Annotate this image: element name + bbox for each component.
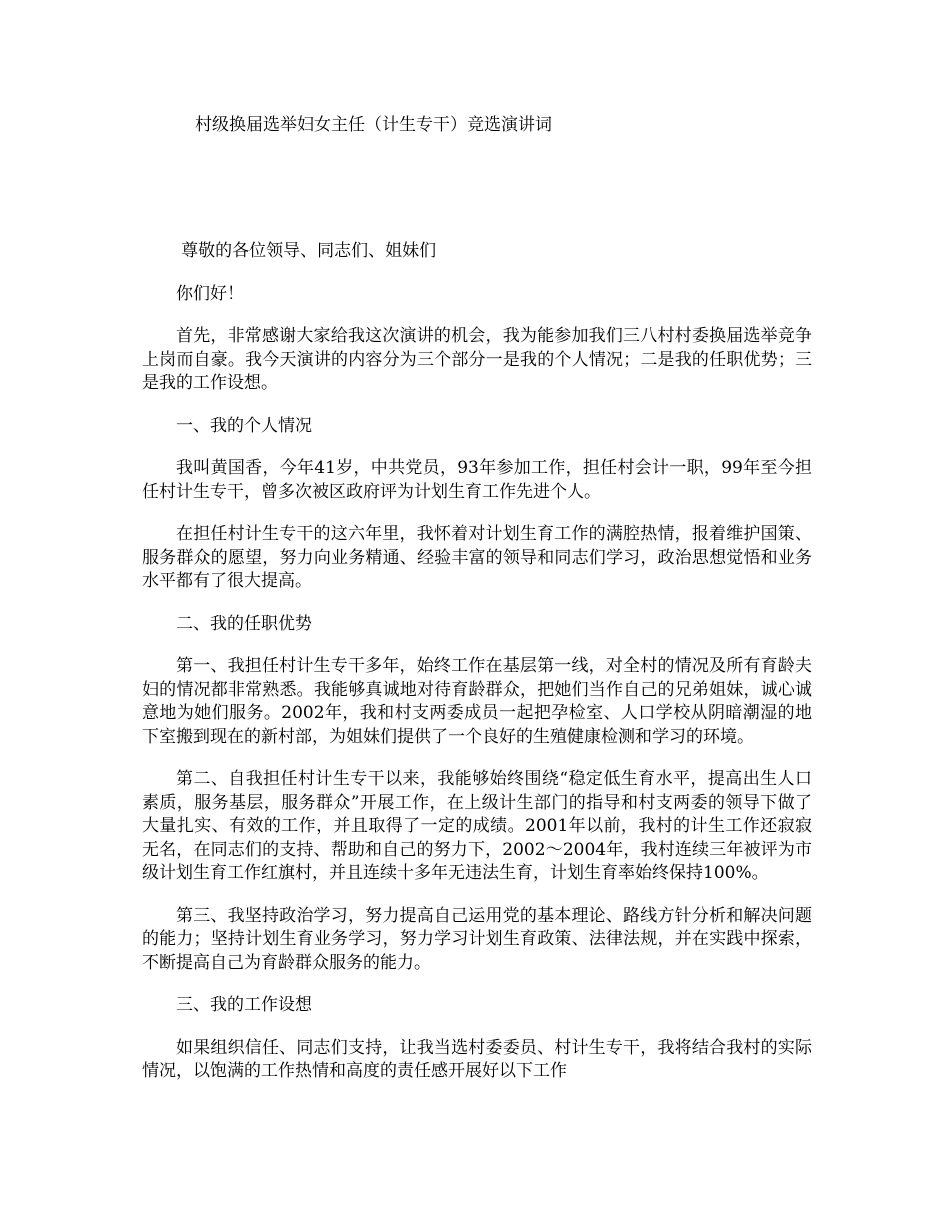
salutation: 尊敬的各位领导、同志们、姐妹们 (181, 241, 437, 261)
personal-info-paragraph: 我叫黄国香，今年41岁，中共党员，93年参加工作，担任村会计一职，99年至今担任村计生专干，曾多次被区政府评为计划生育工作先进个人。 (142, 458, 812, 502)
advantage-paragraph-1: 第一、我担任村计生专干多年，始终工作在基层第一线，对全村的情况及所有育龄夫妇的情况都非常熟悉。我能够真诚地对待育龄群众，把她们当作自己的兄弟姐妹，诚心诚意地为她们服务。2002年，我和村支两委成员一起把孕检室、人口学校从阴暗潮湿的地下室搬到现在的新村部，为姐妹们提供了一个良好的生殖健康检测和学习的环境。 (142, 656, 812, 747)
section-heading-advantages: 二、我的任职优势 (176, 613, 312, 634)
section-heading-personal: 一、我的个人情况 (176, 415, 312, 436)
greeting-paragraph: 你们好！ (176, 283, 244, 304)
intro-paragraph: 首先，非常感谢大家给我这次演讲的机会，我为能参加我们三八村村委换届选举竞争上岗而自豪。我今天演讲的内容分为三个部分一是我的个人情况；二是我的任职优势；三是我的工作设想。 (142, 326, 812, 393)
document-body (142, 240, 812, 1103)
section-heading-plans: 三、我的工作设想 (176, 995, 312, 1015)
document-title: 村级换届选举妇女主任（计生专干）竞选演讲词 (195, 115, 552, 135)
advantage-paragraph-2: 第二、自我担任村计生专干以来，我能够始终围绕“稳定低生育水平，提高出生人口素质，服务基层，服务群众”开展工作，在上级计生部门的指导和村支两委的领导下做了大量扎实、有效的工作，并且取得了一定的成绩。2001年以前，我村的计生工作还寂寂无名，在同志们的支持、帮助和自己的努力下，2002～2004年，我村连续三年被评为市级计划生育工作红旗村，并且连续十多年无违法生育，计划生育率始终保持100%。 (142, 769, 812, 883)
plans-paragraph: 如果组织信任、同志们支持，让我当选村委委员、村计生专干，我将结合我村的实际情况，以饱满的工作热情和高度的责任感开展好以下工作 (142, 1037, 812, 1081)
experience-paragraph: 在担任村计生专干的这六年里，我怀着对计划生育工作的满腔热情，报着维护国策、服务群众的愿望，努力向业务精通、经验丰富的领导和同志们学习，政治思想觉悟和业务水平都有了很大提高。 (142, 524, 812, 591)
advantage-paragraph-3: 第三、我坚持政治学习，努力提高自己运用党的基本理论、路线方针分析和解决问题的能力；坚持计划生育业务学习，努力学习计划生育政策、法律法规，并在实践中探索，不断提高自己为育龄群众服务的能力。 (142, 905, 812, 973)
